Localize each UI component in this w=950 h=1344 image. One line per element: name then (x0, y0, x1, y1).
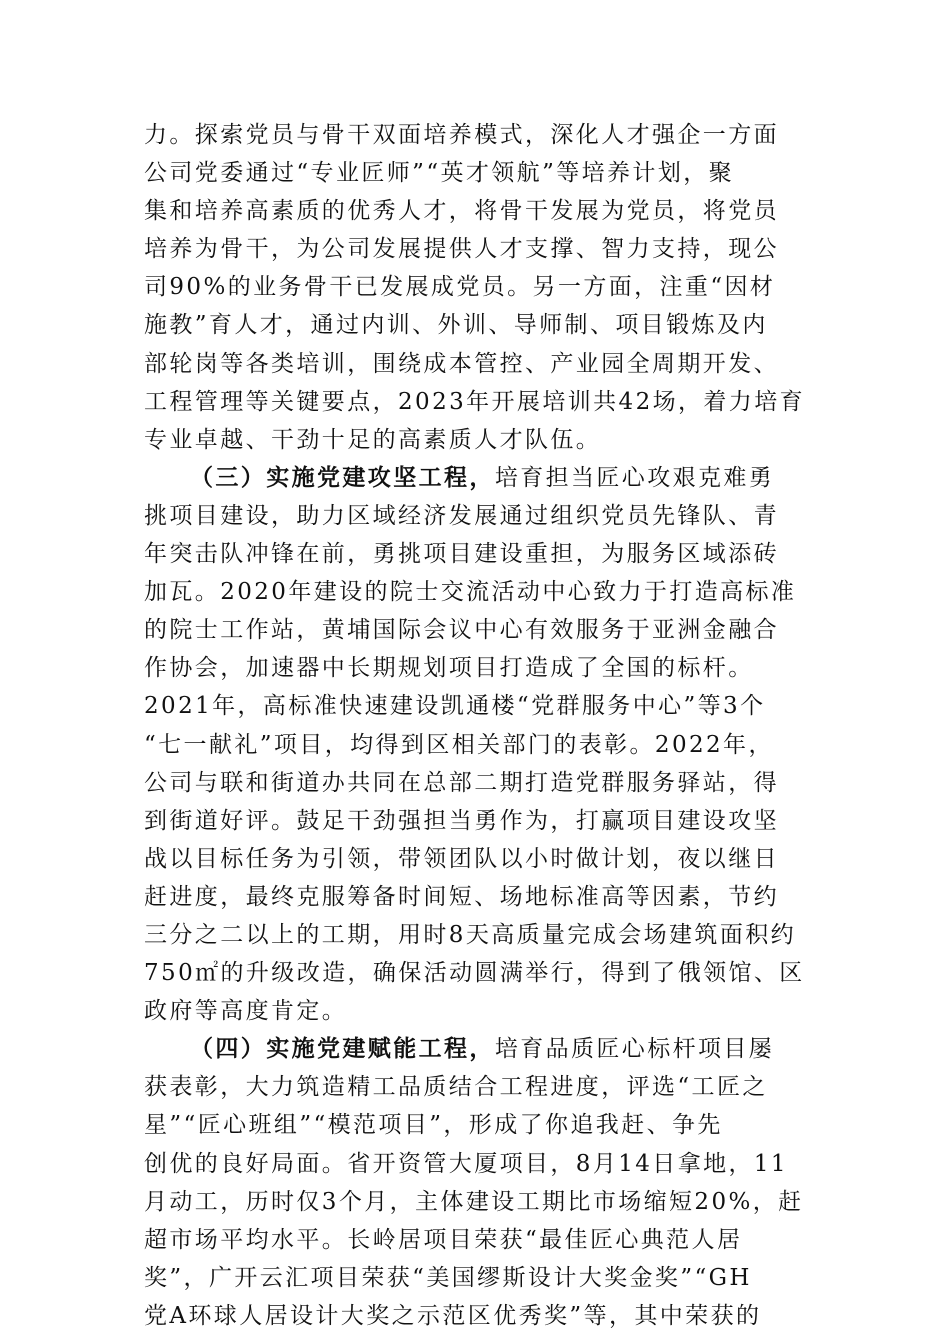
text-line: 培养为骨干，为公司发展提供人才支撑、智力支持，现公 (144, 236, 779, 263)
section4-heading-rest: 培育品质匠心标杆项目屡 (494, 1036, 775, 1063)
paragraph-section4-body (144, 1068, 808, 1335)
text-line: 创优的良好局面。省开资管大厦项目，8月14日拿地，11 (144, 1150, 788, 1177)
section3-heading: （三）实施党建攻坚工程， (190, 463, 495, 491)
text-line: 战以目标任务为引领，带领团队以小时做计划，夜以继日 (144, 845, 779, 872)
section3-heading-line (144, 459, 808, 497)
paragraph-section3-body (144, 497, 808, 1030)
text-line: 挑项目建设，助力区域经济发展通过组织党员先锋队、青 (144, 502, 779, 529)
text-line: 到街道好评。鼓足干劲强担当勇作为，打赢项目建设攻坚 (144, 807, 779, 834)
text-line: 部轮岗等各类培训，围绕成本管控、产业园全周期开发、 (144, 350, 779, 377)
text-line: 750㎡的升级改造，确保活动圆满举行，得到了俄领馆、区 (144, 960, 805, 987)
text-line: 集和培养高素质的优秀人才，将骨干发展为党员，将党员 (144, 198, 779, 225)
text-line: 的院士工作站，黄埔国际会议中心有效服务于亚洲金融合 (144, 617, 779, 644)
text-line: 政府等高度肯定。 (144, 998, 348, 1025)
section4-heading-line (144, 1030, 808, 1068)
text-line: 加瓦。2020年建设的院士交流活动中心致力于打造高标准 (144, 579, 797, 606)
text-line: 作协会，加速器中长期规划项目打造成了全国的标杆。 (144, 655, 754, 682)
text-line: 公司党委通过“专业匠师”“英才领航”等培养计划，聚 (144, 160, 735, 187)
text-line: 星”“匠心班组”“模范项目”，形成了你追我赶、争先 (144, 1112, 723, 1139)
body-text (144, 116, 808, 1335)
text-line: 奖”，广开云汇项目荣获“美国缪斯设计大奖金奖”“GH (144, 1264, 752, 1291)
section3-heading-rest: 培育担当匠心攻艰克难勇 (494, 464, 775, 491)
text-line: 司90%的业务骨干已发展成党员。另一方面，注重“因材 (144, 274, 776, 301)
text-line: 2021年，高标准快速建设凯通楼“党群服务中心”等3个 (144, 693, 766, 720)
text-line: 年突击队冲锋在前，勇挑项目建设重担，为服务区域添砖 (144, 541, 779, 568)
text-line: “七一献礼”项目，均得到区相关部门的表彰。2022年， (144, 731, 774, 758)
text-line: 赶进度，最终克服筹备时间短、场地标准高等因素，节约 (144, 883, 779, 910)
section4-heading: （四）实施党建赋能工程， (190, 1035, 495, 1063)
text-line: 公司与联和街道办共同在总部二期打造党群服务驿站，得 (144, 769, 779, 796)
text-line: 力。探索党员与骨干双面培养模式，深化人才强企一方面 (144, 122, 779, 148)
text-line: 超市场平均水平。长岭居项目荣获“最佳匠心典范人居 (144, 1226, 743, 1253)
text-line: 月动工，历时仅3个月，主体建设工期比市场缩短20%，赶 (144, 1188, 804, 1215)
text-line: 工程管理等关键要点，2023年开展培训共42场，着力培育 (144, 388, 805, 415)
text-line: 获表彰，大力筑造精工品质结合工程进度，评选“工匠之 (144, 1074, 768, 1101)
text-line: 专业卓越、干劲十足的高素质人才队伍。 (144, 426, 602, 453)
text-line: 三分之二以上的工期，用时8天高质量完成会场建筑面积约 (144, 921, 797, 948)
text-line: 施教”育人才，通过内训、外训、导师制、项目锻炼及内 (144, 312, 768, 339)
paragraph-talent-training (144, 116, 808, 459)
text-line: 党A环球人居设计大奖之示范区优秀奖”等，其中荣获的 (144, 1302, 762, 1329)
